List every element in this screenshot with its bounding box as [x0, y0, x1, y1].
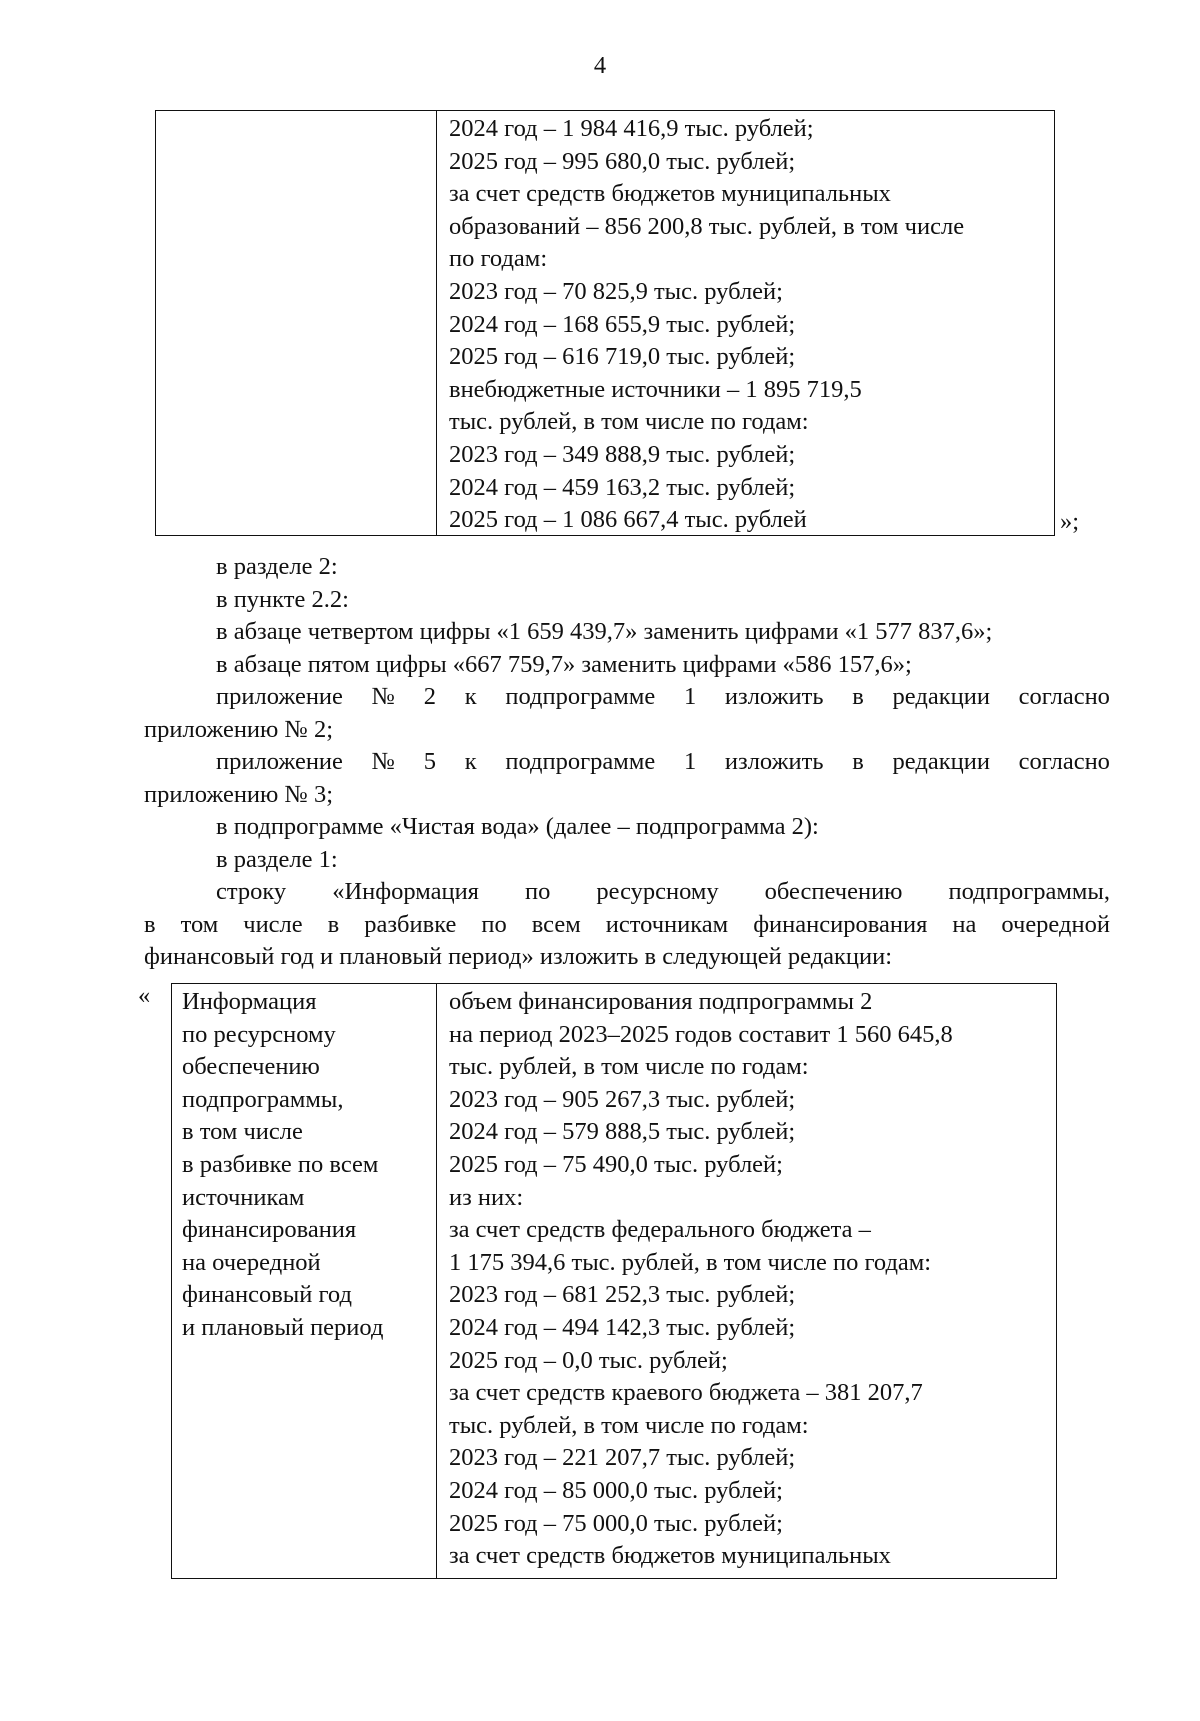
page-number: 4	[593, 52, 607, 79]
table-line: 2025 год – 1 086 667,4 тыс. рублей	[449, 506, 807, 534]
table-line: 2024 год – 459 163,2 тыс. рублей;	[449, 473, 796, 501]
table-line: 2023 год – 70 825,9 тыс. рублей;	[449, 277, 783, 305]
word: числе	[243, 911, 303, 938]
word: 5	[423, 748, 437, 775]
table-line: объем финансирования подпрограммы 2	[449, 988, 873, 1015]
table-line: на период 2023–2025 годов составит 1 560 645,8	[449, 1020, 953, 1048]
word: приложение	[216, 683, 343, 710]
table-line: за счет средств бюджетов муниципальных	[449, 180, 891, 208]
word: в	[144, 911, 156, 938]
financing-table-subprogram-2	[171, 983, 1057, 1579]
table-line: в разбивке по всем	[182, 1150, 379, 1178]
word: согласно	[1018, 748, 1110, 775]
table-line: 2025 год – 0,0 тыс. рублей;	[449, 1346, 728, 1374]
table-line: 1 175 394,6 тыс. рублей, в том числе по годам:	[449, 1248, 932, 1276]
table-line: по годам:	[449, 245, 548, 273]
table-line: 2024 год – 168 655,9 тыс. рублей;	[449, 310, 796, 338]
table-line: за счет средств бюджетов муниципальных	[449, 1542, 891, 1570]
table-line: 2024 год – 579 888,5 тыс. рублей;	[449, 1118, 796, 1146]
word: №	[371, 683, 396, 710]
paragraph-clean-water: в подпрограмме «Чистая вода» (далее – подпрограмма 2):	[216, 813, 819, 840]
word: разбивке	[364, 911, 457, 938]
word: 2	[423, 683, 437, 710]
paragraph-appendix-2-line1	[216, 681, 1110, 714]
word: 1	[683, 683, 697, 710]
financing-table-top	[155, 110, 1055, 536]
word: ресурсному	[596, 878, 719, 905]
table-line: на очередной	[182, 1248, 321, 1276]
word: финансирования	[753, 911, 928, 938]
word: изложить	[724, 683, 824, 710]
word: к	[464, 683, 477, 710]
paragraph-fifth-abzac: в абзаце пятом цифры «667 759,7» заменить цифрами «586 157,6»;	[216, 651, 912, 678]
table-column-divider	[436, 111, 437, 535]
table-line: 2024 год – 494 142,3 тыс. рублей;	[449, 1313, 796, 1341]
word: по	[481, 911, 507, 938]
table-line: образований – 856 200,8 тыс. рублей, в том числе	[449, 212, 965, 240]
table-line: и плановый период	[182, 1313, 384, 1341]
table-line: 2025 год – 75 000,0 тыс. рублей;	[449, 1509, 783, 1537]
word: изложить	[724, 748, 824, 775]
table-line: подпрограммы,	[182, 1085, 344, 1113]
table-line: источникам	[182, 1183, 305, 1211]
word: всем	[531, 911, 581, 938]
word: подпрограмме	[505, 748, 656, 775]
paragraph-fourth-abzac: в абзаце четвертом цифры «1 659 439,7» заменить цифрами «1 577 837,6»;	[216, 618, 993, 645]
word: в	[852, 748, 864, 775]
word: «Информация	[332, 878, 479, 905]
word: подпрограмме	[505, 683, 656, 710]
table-right-cell	[449, 113, 964, 537]
word: обеспечению	[764, 878, 903, 905]
paragraph-section-1: в разделе 1:	[216, 846, 338, 873]
table-line: за счет средств краевого бюджета – 381 207,7	[449, 1379, 923, 1407]
word: приложение	[216, 748, 343, 775]
opening-quote: «	[138, 982, 151, 1009]
word: по	[524, 878, 551, 905]
table-line: 2025 год – 995 680,0 тыс. рублей;	[449, 147, 796, 175]
word: согласно	[1018, 683, 1110, 710]
table-line: финансовый год	[182, 1281, 352, 1309]
paragraph-appendix-5-line1	[216, 746, 1110, 779]
paragraph-row-line2	[144, 909, 1110, 942]
table-line: финансирования	[182, 1216, 357, 1244]
word: том	[180, 911, 219, 938]
word: в	[852, 683, 864, 710]
paragraph-row-line1	[216, 876, 1110, 909]
table-right-cell	[449, 986, 953, 1573]
table-line: в том числе	[182, 1118, 303, 1146]
word: в	[327, 911, 340, 938]
table-line: по ресурсному	[182, 1020, 336, 1048]
paragraph-appendix-5-line2: приложению № 3;	[144, 781, 334, 808]
paragraph-row-line3: финансовый год и плановый период» изложить в следующей редакции:	[144, 943, 893, 970]
table-line: 2025 год – 616 719,0 тыс. рублей;	[449, 343, 796, 371]
closing-quote: »;	[1060, 508, 1080, 535]
word: источникам	[605, 911, 729, 938]
word: очередной	[1001, 911, 1110, 938]
table-line: 2023 год – 681 252,3 тыс. рублей;	[449, 1281, 796, 1309]
table-left-cell	[182, 986, 383, 1345]
table-line: из них:	[449, 1183, 524, 1211]
table-line: обеспечению	[182, 1053, 320, 1081]
word: №	[371, 748, 396, 775]
paragraph-appendix-2-line2: приложению № 2;	[144, 716, 334, 743]
table-line: за счет средств федерального бюджета –	[449, 1216, 871, 1244]
paragraph-item-2-2: в пункте 2.2:	[216, 586, 349, 613]
word: на	[952, 911, 977, 938]
table-line: Информация	[182, 988, 317, 1015]
paragraph-section-2: в разделе 2:	[216, 553, 338, 580]
table-line: тыс. рублей, в том числе по годам:	[449, 1053, 809, 1081]
word: редакции	[892, 683, 990, 710]
table-line: 2024 год – 1 984 416,9 тыс. рублей;	[449, 115, 814, 142]
table-column-divider	[436, 984, 437, 1578]
word: подпрограммы,	[948, 878, 1110, 905]
word: 1	[683, 748, 697, 775]
table-line: внебюджетные источники – 1 895 719,5	[449, 375, 862, 403]
word: редакции	[892, 748, 990, 775]
table-line: тыс. рублей, в том числе по годам:	[449, 1411, 809, 1439]
table-line: тыс. рублей, в том числе по годам:	[449, 408, 809, 436]
table-line: 2023 год – 221 207,7 тыс. рублей;	[449, 1444, 796, 1472]
table-line: 2023 год – 905 267,3 тыс. рублей;	[449, 1085, 796, 1113]
word: строку	[216, 878, 287, 905]
word: к	[464, 748, 477, 775]
table-line: 2023 год – 349 888,9 тыс. рублей;	[449, 440, 796, 468]
table-line: 2025 год – 75 490,0 тыс. рублей;	[449, 1150, 783, 1178]
table-line: 2024 год – 85 000,0 тыс. рублей;	[449, 1476, 783, 1504]
